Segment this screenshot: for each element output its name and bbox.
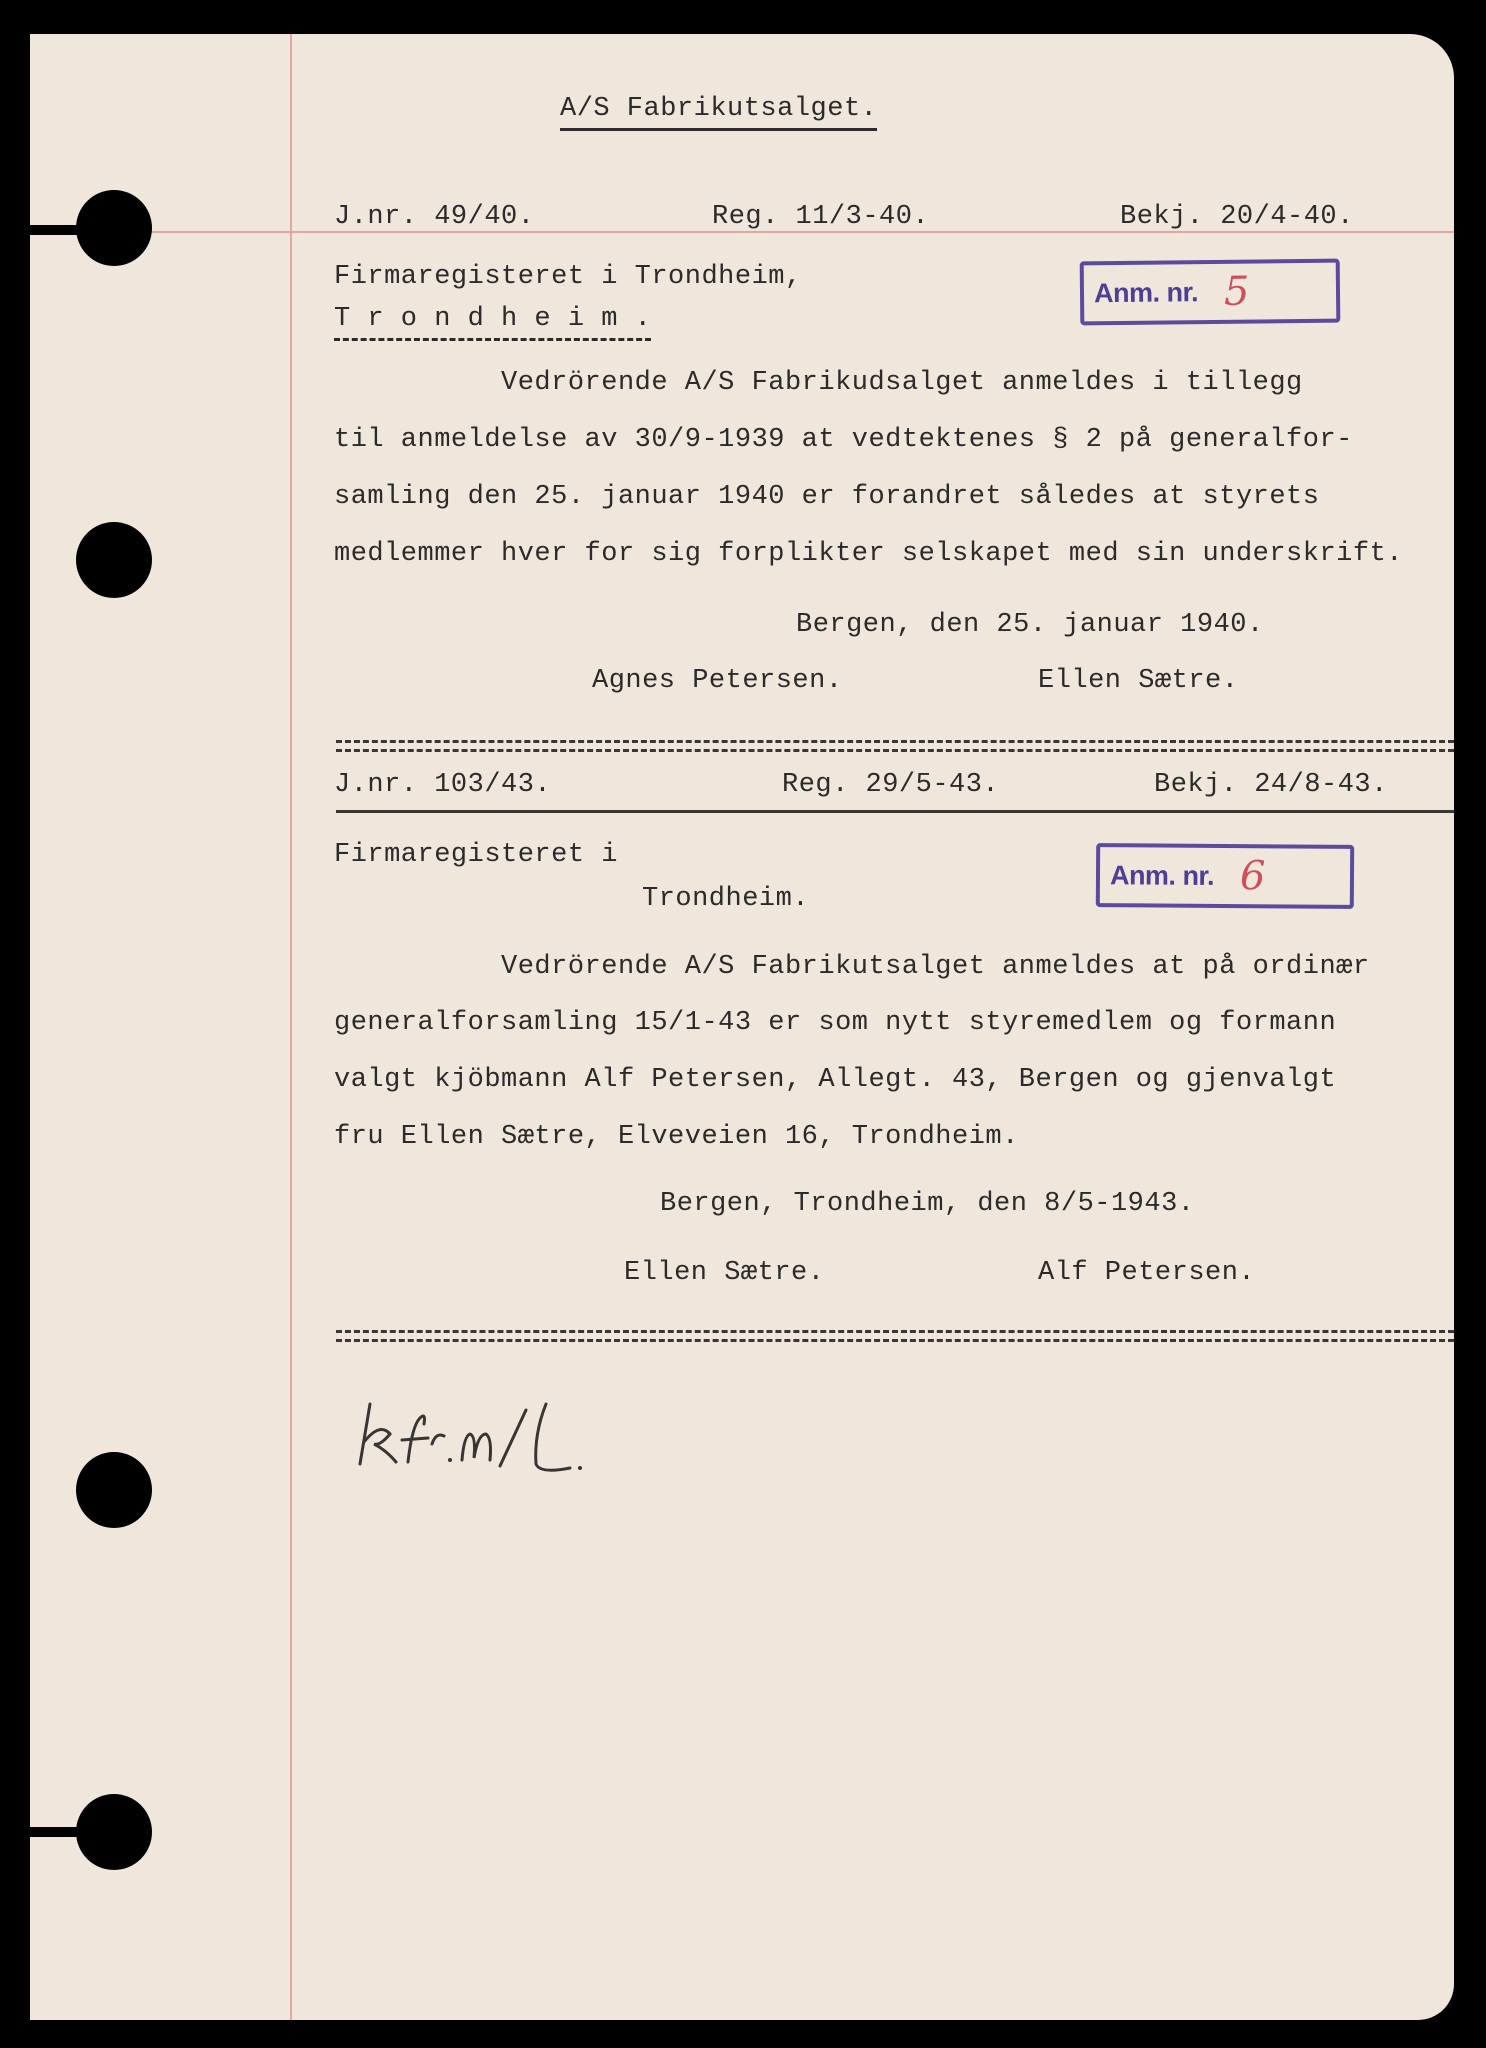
entry1-body-line4: medlemmer hver for sig forplikter selskapet med sin underskrift. (334, 539, 1403, 569)
entry1-recipient-city: T r o n d h e i m . (334, 304, 651, 341)
separator-line (336, 740, 1454, 743)
stamp-number: 5 (1223, 268, 1250, 315)
entry1-body-line3: samling den 25. januar 1940 er forandret således at styrets (334, 482, 1320, 512)
entry2-body-line1: Vedrörende A/S Fabrikutsalget anmeldes at på ordinær (334, 952, 1370, 982)
entry2-reg: Reg. 29/5-43. (782, 770, 1000, 800)
entry2-signer2: Alf Petersen. (1038, 1258, 1256, 1288)
entry1-bekj: Bekj. 20/4-40. (1120, 202, 1354, 232)
binder-hole (76, 522, 152, 598)
stamp-label: Anm. nr. (1109, 859, 1215, 891)
entry1-place-date: Bergen, den 25. januar 1940. (796, 610, 1264, 640)
entry1-body-line2: til anmeldelse av 30/9-1939 at vedtektenes § 2 på generalfor- (334, 425, 1353, 455)
header-rule (336, 810, 1454, 813)
handwritten-note (350, 1374, 610, 1484)
stamp-label: Anm. nr. (1093, 276, 1199, 308)
entry2-recipient: Firmaregisteret i (334, 840, 618, 870)
binder-hole-slot (30, 225, 90, 235)
binder-hole-slot (30, 1827, 90, 1837)
entry2-body-line4: fru Ellen Sætre, Elveveien 16, Trondheim. (334, 1122, 1019, 1152)
binder-hole (76, 1452, 152, 1528)
document-title: A/S Fabrikutsalget. (560, 94, 877, 131)
entry2-body-line3: valgt kjöbmann Alf Petersen, Allegt. 43, Bergen og gjenvalgt (334, 1065, 1337, 1095)
separator-line (336, 749, 1454, 752)
entry2-anm-stamp (1096, 843, 1354, 909)
entry2-body-line2: generalforsamling 15/1-43 er som nytt styremedlem og formann (334, 1008, 1337, 1038)
entry1-body-line1: Vedrörende A/S Fabrikudsalget anmeldes i tillegg (334, 368, 1303, 398)
entry2-signer1: Ellen Sætre. (624, 1258, 825, 1288)
entry1-reg: Reg. 11/3-40. (712, 202, 930, 232)
separator-line (336, 1339, 1454, 1342)
entry2-bekj: Bekj. 24/8-43. (1154, 770, 1388, 800)
entry1-recipient: Firmaregisteret i Trondheim, (334, 262, 802, 292)
margin-line-vertical (290, 34, 292, 2020)
entry1-signer1: Agnes Petersen. (592, 666, 843, 696)
entry1-jnr: J.nr. 49/40. (334, 202, 535, 232)
separator-line (336, 1330, 1454, 1333)
entry2-recipient-city: Trondheim. (642, 884, 810, 914)
document-page (30, 34, 1454, 2020)
entry1-signer2: Ellen Sætre. (1038, 666, 1239, 696)
entry2-place-date: Bergen, Trondheim, den 8/5-1943. (660, 1189, 1195, 1219)
stamp-number: 6 (1239, 853, 1266, 900)
entry2-jnr: J.nr. 103/43. (334, 770, 552, 800)
entry1-anm-stamp (1080, 259, 1341, 326)
